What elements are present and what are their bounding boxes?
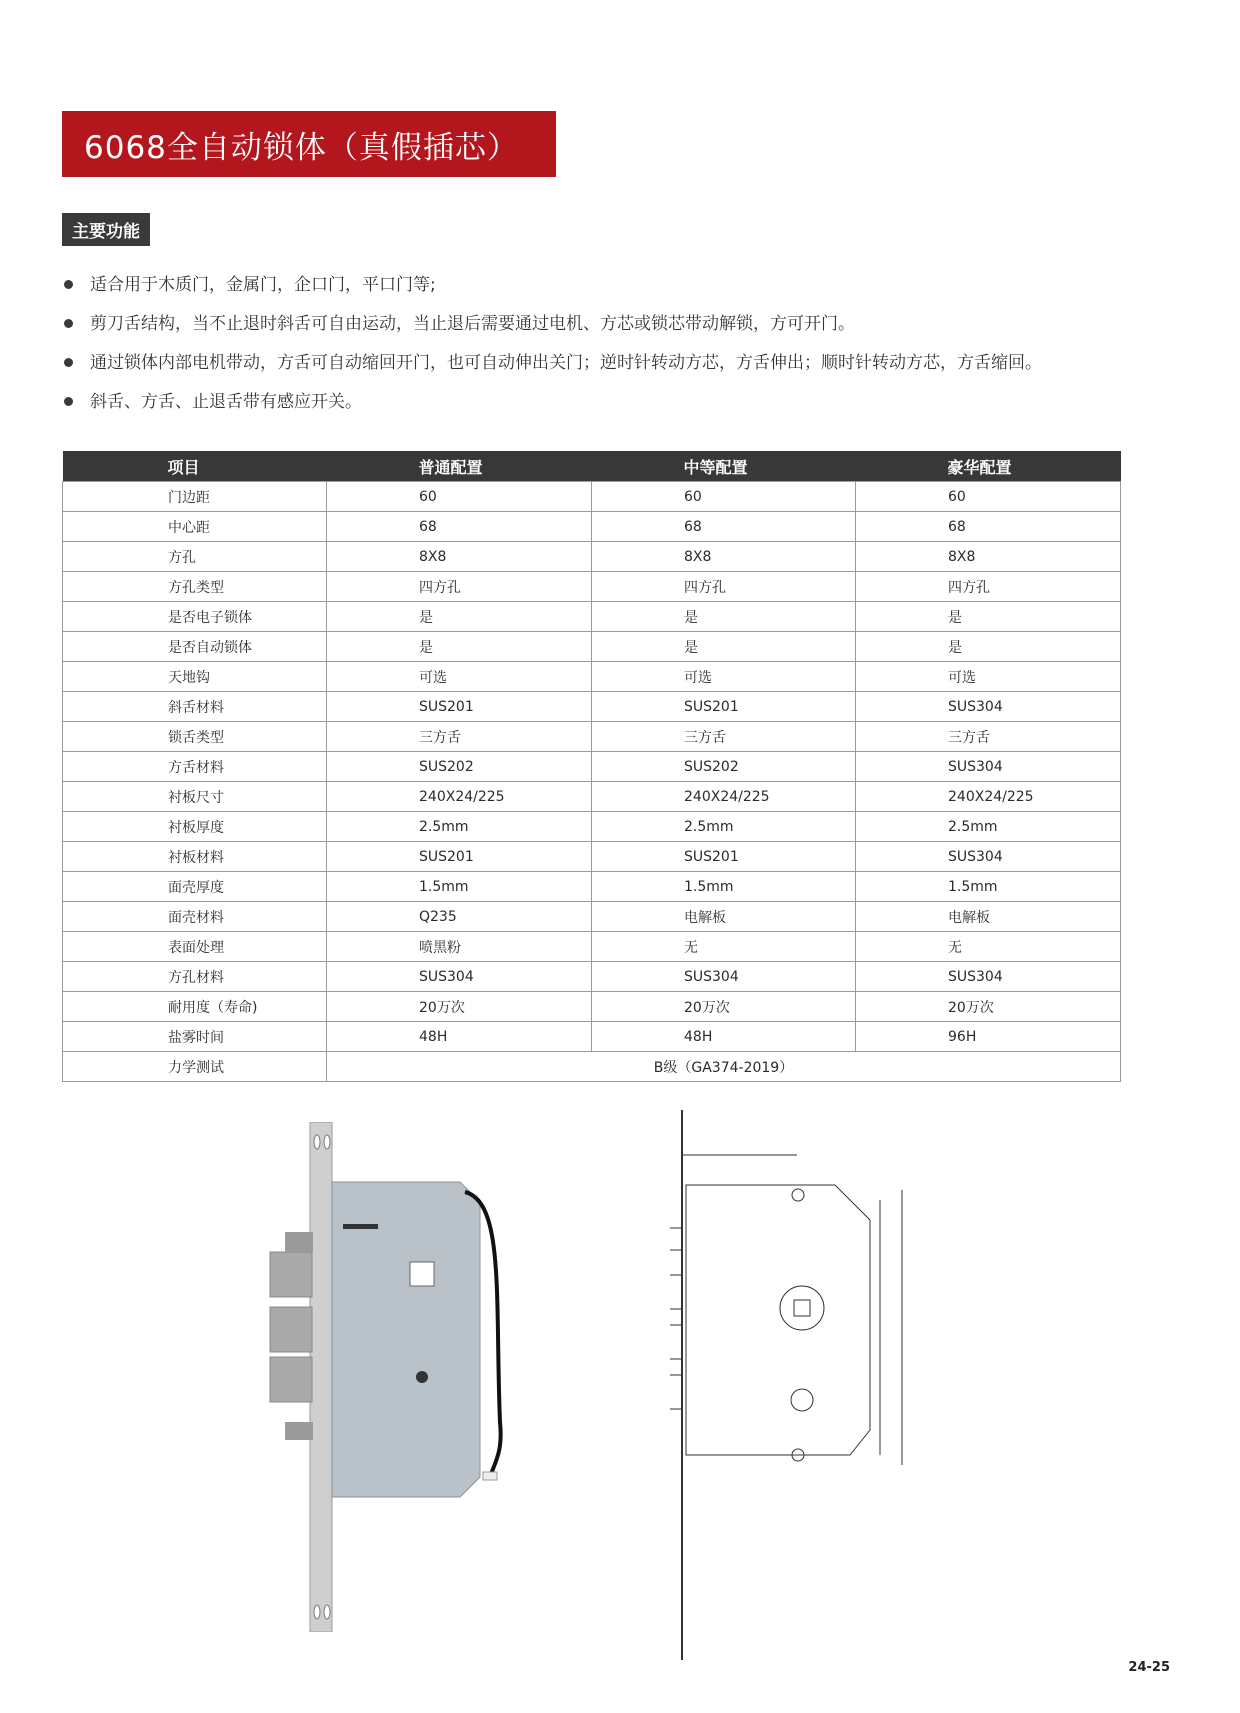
table-row <box>63 992 1121 1022</box>
bullet-icon <box>64 280 73 289</box>
row-value: 1.5mm <box>327 872 592 902</box>
row-value: 三方舌 <box>592 722 856 752</box>
table-row <box>63 752 1121 782</box>
row-label: 衬板尺寸 <box>63 782 327 812</box>
row-label: 是否电子锁体 <box>63 602 327 632</box>
table-header-row <box>63 451 1121 482</box>
row-value: 68 <box>856 512 1121 542</box>
header-item: 项目 <box>63 451 327 482</box>
row-value: 60 <box>856 482 1121 512</box>
feature-list <box>62 268 1182 424</box>
row-label: 方舌材料 <box>63 752 327 782</box>
row-label: 门边距 <box>63 482 327 512</box>
row-value: 四方孔 <box>327 572 592 602</box>
row-value: SUS201 <box>327 692 592 722</box>
row-value: SUS201 <box>592 692 856 722</box>
table-row <box>63 902 1121 932</box>
section-label-text: 主要功能 <box>72 222 140 242</box>
row-value: 是 <box>327 632 592 662</box>
row-value: 四方孔 <box>856 572 1121 602</box>
row-value: SUS304 <box>592 962 856 992</box>
section-label <box>62 213 150 246</box>
table-row <box>63 872 1121 902</box>
row-value: 2.5mm <box>592 812 856 842</box>
row-label: 力学测试 <box>63 1052 327 1082</box>
row-value: 8X8 <box>592 542 856 572</box>
technical-drawing <box>670 1110 1000 1660</box>
row-value: SUS304 <box>856 962 1121 992</box>
row-label: 是否自动锁体 <box>63 632 327 662</box>
table-row <box>63 1022 1121 1052</box>
row-value: 无 <box>592 932 856 962</box>
header-deluxe: 豪华配置 <box>856 451 1121 482</box>
page-title <box>62 111 556 177</box>
row-value: 20万次 <box>327 992 592 1022</box>
row-value: 三方舌 <box>327 722 592 752</box>
page-title-text: 6068全自动锁体（真假插芯） <box>84 129 519 166</box>
row-value: SUS202 <box>592 752 856 782</box>
row-value: Q235 <box>327 902 592 932</box>
row-value: 240X24/225 <box>856 782 1121 812</box>
row-label: 天地钩 <box>63 662 327 692</box>
row-value: 240X24/225 <box>327 782 592 812</box>
row-value: 电解板 <box>592 902 856 932</box>
feature-text: 剪刀舌结构，当不止退时斜舌可自由运动，当止退后需要通过电机、方芯或锁芯带动解锁，方可开门。 <box>90 314 855 334</box>
row-value: 是 <box>592 602 856 632</box>
row-value: 可选 <box>856 662 1121 692</box>
row-value: 是 <box>856 602 1121 632</box>
row-value: SUS304 <box>327 962 592 992</box>
row-label: 方孔 <box>63 542 327 572</box>
row-value: 2.5mm <box>327 812 592 842</box>
table-row <box>63 842 1121 872</box>
table-row <box>63 1052 1121 1082</box>
row-value: B级（GA374-2019） <box>327 1052 1121 1082</box>
row-value: SUS304 <box>856 692 1121 722</box>
table-row <box>63 512 1121 542</box>
feature-text: 适合用于木质门，金属门，企口门，平口门等; <box>90 275 436 295</box>
row-value: 8X8 <box>327 542 592 572</box>
table-row <box>63 572 1121 602</box>
row-label: 衬板厚度 <box>63 812 327 842</box>
row-value: SUS201 <box>327 842 592 872</box>
row-label: 面壳厚度 <box>63 872 327 902</box>
row-label: 表面处理 <box>63 932 327 962</box>
table-row <box>63 722 1121 752</box>
table-row <box>63 602 1121 632</box>
row-value: 电解板 <box>856 902 1121 932</box>
table-row <box>63 632 1121 662</box>
row-value: SUS201 <box>592 842 856 872</box>
page-number: 24-25 <box>1128 1660 1170 1675</box>
table-row <box>63 962 1121 992</box>
header-standard: 普通配置 <box>327 451 592 482</box>
row-value: 1.5mm <box>856 872 1121 902</box>
feature-item <box>62 307 1182 346</box>
row-label: 方孔类型 <box>63 572 327 602</box>
feature-item <box>62 346 1182 385</box>
row-value: SUS304 <box>856 752 1121 782</box>
bullet-icon <box>64 358 73 367</box>
table-row <box>63 782 1121 812</box>
row-value: 是 <box>327 602 592 632</box>
table-row <box>63 482 1121 512</box>
table-row <box>63 542 1121 572</box>
row-value: 无 <box>856 932 1121 962</box>
feature-text: 斜舌、方舌、止退舌带有感应开关。 <box>90 392 362 412</box>
row-value: SUS304 <box>856 842 1121 872</box>
row-value: 48H <box>592 1022 856 1052</box>
row-label: 衬板材料 <box>63 842 327 872</box>
row-label: 斜舌材料 <box>63 692 327 722</box>
row-value: 是 <box>856 632 1121 662</box>
row-value: 三方舌 <box>856 722 1121 752</box>
row-label: 锁舌类型 <box>63 722 327 752</box>
feature-text: 通过锁体内部电机带动，方舌可自动缩回开门，也可自动伸出关门；逆时针转动方芯，方舌伸出；顺时针转动方芯，方舌缩回。 <box>90 353 1042 373</box>
row-value: 可选 <box>327 662 592 692</box>
row-value: 四方孔 <box>592 572 856 602</box>
row-label: 耐用度（寿命) <box>63 992 327 1022</box>
row-value: 60 <box>327 482 592 512</box>
row-label: 方孔材料 <box>63 962 327 992</box>
row-value: 96H <box>856 1022 1121 1052</box>
row-value: SUS202 <box>327 752 592 782</box>
row-value: 8X8 <box>856 542 1121 572</box>
row-value: 20万次 <box>592 992 856 1022</box>
table-row <box>63 812 1121 842</box>
row-value: 1.5mm <box>592 872 856 902</box>
row-label: 盐雾时间 <box>63 1022 327 1052</box>
header-medium: 中等配置 <box>592 451 856 482</box>
table-row <box>63 692 1121 722</box>
row-value: 68 <box>327 512 592 542</box>
row-value: 60 <box>592 482 856 512</box>
lock-body-photo <box>255 1122 545 1632</box>
spec-table <box>62 451 1121 1082</box>
row-label: 面壳材料 <box>63 902 327 932</box>
bullet-icon <box>64 397 73 406</box>
row-label: 中心距 <box>63 512 327 542</box>
row-value: 2.5mm <box>856 812 1121 842</box>
row-value: 20万次 <box>856 992 1121 1022</box>
feature-item <box>62 268 1182 307</box>
row-value: 可选 <box>592 662 856 692</box>
feature-item <box>62 385 1182 424</box>
table-row <box>63 662 1121 692</box>
table-body <box>63 482 1121 1082</box>
row-value: 68 <box>592 512 856 542</box>
row-value: 240X24/225 <box>592 782 856 812</box>
row-value: 是 <box>592 632 856 662</box>
table-row <box>63 932 1121 962</box>
bullet-icon <box>64 319 73 328</box>
row-value: 喷黑粉 <box>327 932 592 962</box>
row-value: 48H <box>327 1022 592 1052</box>
